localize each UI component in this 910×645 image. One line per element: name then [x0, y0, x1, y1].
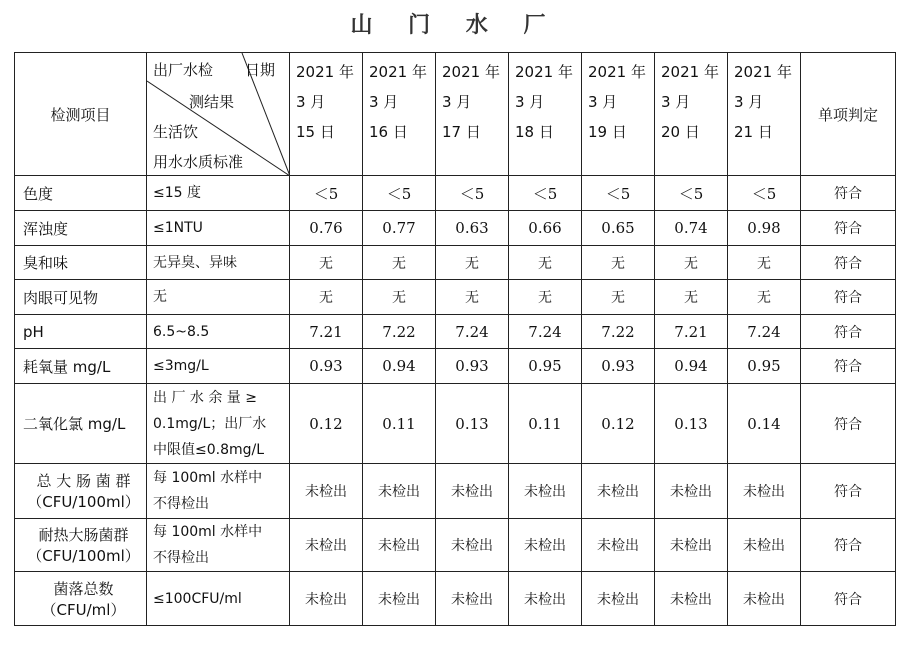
- value-cell: 0.13: [655, 384, 728, 464]
- item-name-cell: 菌落总数 （CFU/ml）: [15, 572, 147, 626]
- diagonal-header-cell: [147, 53, 290, 176]
- value-cell: 无: [509, 280, 582, 315]
- diag-label-bottom-2: 用水水质标准: [153, 153, 244, 171]
- value-cell: 无: [290, 280, 363, 315]
- table-row: [15, 519, 896, 572]
- date-header: 2021 年 3 月 18 日: [509, 53, 582, 176]
- value-cell: 无: [436, 280, 509, 315]
- standard-cell: 出 厂 水 余 量 ≥ 0.1mg/L；出厂水 中限值≤0.8mg/L: [147, 384, 290, 464]
- water-quality-table: [14, 52, 896, 626]
- value-cell: ＜5: [728, 176, 801, 211]
- value-cell: ＜5: [655, 176, 728, 211]
- standard-cell: 每 100ml 水样中 不得检出: [147, 519, 290, 572]
- value-cell: 未检出: [436, 464, 509, 519]
- item-name-cell: 臭和味: [15, 246, 147, 280]
- standard-cell: 无: [147, 280, 290, 315]
- table-row: [15, 246, 896, 280]
- value-cell: 0.12: [582, 384, 655, 464]
- value-cell: 0.13: [436, 384, 509, 464]
- value-cell: 未检出: [582, 519, 655, 572]
- page-title: 山 门 水 厂: [350, 13, 560, 38]
- value-cell: 无: [363, 246, 436, 280]
- item-name-cell: 色度: [15, 176, 147, 211]
- judgement-cell: 符合: [801, 280, 896, 315]
- value-cell: 0.95: [509, 349, 582, 384]
- value-cell: 无: [655, 280, 728, 315]
- value-cell: 7.21: [655, 315, 728, 349]
- value-cell: 未检出: [509, 572, 582, 626]
- value-cell: 0.63: [436, 211, 509, 246]
- value-cell: 无: [582, 280, 655, 315]
- value-cell: 0.98: [728, 211, 801, 246]
- table-row: [15, 211, 896, 246]
- judgement-cell: 符合: [801, 211, 896, 246]
- value-cell: 未检出: [582, 572, 655, 626]
- table-row: [15, 384, 896, 464]
- value-cell: 0.93: [436, 349, 509, 384]
- item-name-cell: 耗氧量 mg/L: [15, 349, 147, 384]
- header-row: [15, 53, 896, 176]
- value-cell: ＜5: [290, 176, 363, 211]
- value-cell: 未检出: [655, 519, 728, 572]
- value-cell: 7.24: [509, 315, 582, 349]
- table-row: [15, 349, 896, 384]
- value-cell: 未检出: [655, 572, 728, 626]
- value-cell: 未检出: [290, 464, 363, 519]
- value-cell: 0.66: [509, 211, 582, 246]
- value-cell: 无: [509, 246, 582, 280]
- judgement-cell: 符合: [801, 176, 896, 211]
- judgement-cell: 符合: [801, 384, 896, 464]
- value-cell: 未检出: [509, 464, 582, 519]
- item-name-cell: 二氧化氯 mg/L: [15, 384, 147, 464]
- value-cell: 7.21: [290, 315, 363, 349]
- diag-label-middle: 测结果: [189, 93, 235, 111]
- table-row: [15, 315, 896, 349]
- item-name-cell: pH: [15, 315, 147, 349]
- item-name-cell: 总 大 肠 菌 群 （CFU/100ml）: [15, 464, 147, 519]
- value-cell: 未检出: [290, 572, 363, 626]
- diag-label-top-left: 出厂水检: [153, 61, 214, 79]
- date-header: 2021 年 3 月 16 日: [363, 53, 436, 176]
- judgement-cell: 符合: [801, 464, 896, 519]
- table-row: [15, 572, 896, 626]
- value-cell: 未检出: [728, 572, 801, 626]
- judgement-cell: 符合: [801, 349, 896, 384]
- value-cell: ＜5: [509, 176, 582, 211]
- value-cell: 0.93: [582, 349, 655, 384]
- judgement-cell: 符合: [801, 572, 896, 626]
- judgement-cell: 符合: [801, 246, 896, 280]
- value-cell: 0.77: [363, 211, 436, 246]
- date-header: 2021 年 3 月 21 日: [728, 53, 801, 176]
- diag-label-bottom-1: 生活饮: [153, 123, 199, 141]
- value-cell: 无: [728, 280, 801, 315]
- value-cell: 0.11: [509, 384, 582, 464]
- date-header: 2021 年 3 月 19 日: [582, 53, 655, 176]
- value-cell: 无: [436, 246, 509, 280]
- value-cell: 未检出: [509, 519, 582, 572]
- value-cell: 无: [582, 246, 655, 280]
- value-cell: 未检出: [436, 519, 509, 572]
- standard-cell: 每 100ml 水样中 不得检出: [147, 464, 290, 519]
- standard-cell: ≤15 度: [147, 176, 290, 211]
- standard-cell: ≤1NTU: [147, 211, 290, 246]
- value-cell: 0.14: [728, 384, 801, 464]
- table-row: [15, 176, 896, 211]
- table-row: [15, 464, 896, 519]
- value-cell: 0.76: [290, 211, 363, 246]
- judge-header: 单项判定: [801, 53, 896, 176]
- value-cell: ＜5: [582, 176, 655, 211]
- value-cell: 未检出: [363, 572, 436, 626]
- standard-cell: 6.5~8.5: [147, 315, 290, 349]
- value-cell: 0.74: [655, 211, 728, 246]
- table-row: [15, 280, 896, 315]
- judgement-cell: 符合: [801, 519, 896, 572]
- item-name-cell: 浑浊度: [15, 211, 147, 246]
- value-cell: 未检出: [582, 464, 655, 519]
- diag-label-top-right: 日期: [245, 61, 276, 79]
- date-header: 2021 年 3 月 17 日: [436, 53, 509, 176]
- value-cell: 未检出: [655, 464, 728, 519]
- value-cell: 未检出: [728, 519, 801, 572]
- date-header: 2021 年 3 月 15 日: [290, 53, 363, 176]
- value-cell: 未检出: [363, 519, 436, 572]
- value-cell: 无: [363, 280, 436, 315]
- standard-cell: 无异臭、异味: [147, 246, 290, 280]
- value-cell: 无: [290, 246, 363, 280]
- value-cell: 0.65: [582, 211, 655, 246]
- value-cell: 未检出: [290, 519, 363, 572]
- value-cell: ＜5: [436, 176, 509, 211]
- value-cell: 无: [728, 246, 801, 280]
- item-name-cell: 肉眼可见物: [15, 280, 147, 315]
- value-cell: 无: [655, 246, 728, 280]
- item-header: 检测项目: [15, 53, 147, 176]
- value-cell: 7.22: [582, 315, 655, 349]
- value-cell: 0.94: [655, 349, 728, 384]
- value-cell: 0.12: [290, 384, 363, 464]
- value-cell: 0.95: [728, 349, 801, 384]
- value-cell: 未检出: [436, 572, 509, 626]
- standard-cell: ≤3mg/L: [147, 349, 290, 384]
- value-cell: 未检出: [728, 464, 801, 519]
- standard-cell: ≤100CFU/ml: [147, 572, 290, 626]
- value-cell: 7.22: [363, 315, 436, 349]
- value-cell: 0.93: [290, 349, 363, 384]
- value-cell: 7.24: [728, 315, 801, 349]
- value-cell: 0.94: [363, 349, 436, 384]
- value-cell: 未检出: [363, 464, 436, 519]
- judgement-cell: 符合: [801, 315, 896, 349]
- date-header: 2021 年 3 月 20 日: [655, 53, 728, 176]
- value-cell: 7.24: [436, 315, 509, 349]
- value-cell: ＜5: [363, 176, 436, 211]
- value-cell: 0.11: [363, 384, 436, 464]
- item-name-cell: 耐热大肠菌群 （CFU/100ml）: [15, 519, 147, 572]
